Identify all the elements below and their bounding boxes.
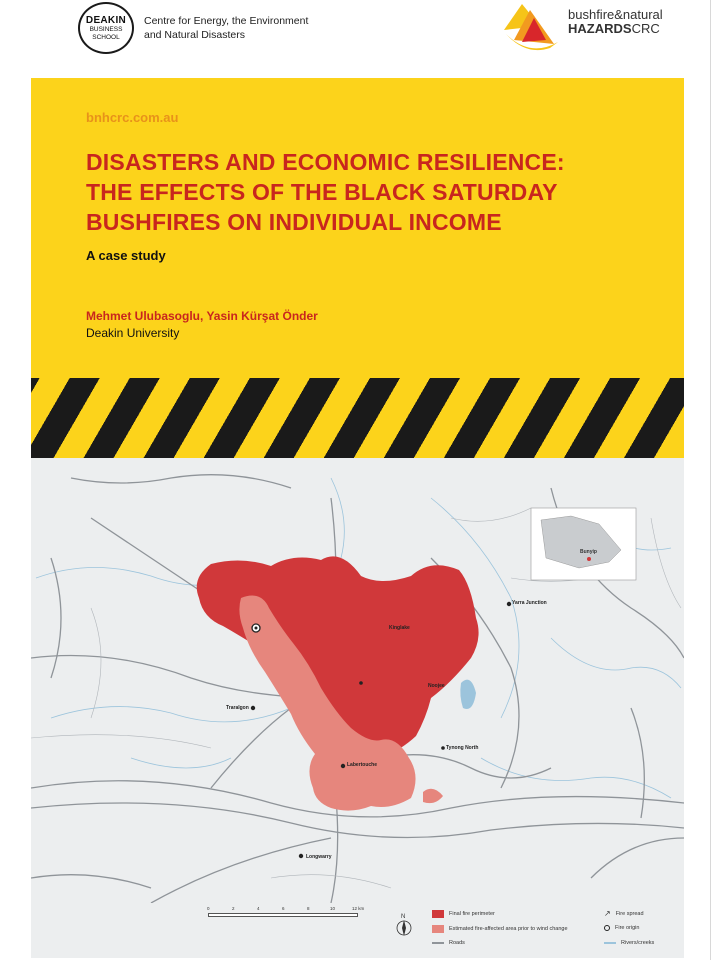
scale-bar — [208, 913, 358, 917]
affiliation: Deakin University — [86, 326, 180, 340]
legend-label-roads: Roads — [449, 940, 465, 946]
fire-origin-icon — [604, 925, 610, 931]
north-arrow-icon — [395, 912, 413, 938]
legend-roads — [432, 940, 465, 946]
place-label-tynong-north: Tynong North — [446, 745, 479, 751]
place-label-longwarry: Longwarry — [306, 854, 332, 860]
legend-swatch-estimated — [432, 925, 444, 933]
inset-map-label: Bunyip — [580, 549, 597, 555]
fire-origin-dot — [255, 627, 258, 630]
deakin-logo-sub2: SCHOOL — [92, 33, 120, 41]
hazard-stripes — [31, 378, 684, 458]
place-label-traralgon: Traralgon — [226, 705, 249, 711]
svg-text:N: N — [401, 914, 406, 920]
report-title-line1: DISASTERS AND ECONOMIC RESILIENCE: — [86, 149, 565, 175]
crc-name-line1: bushfire&natural — [568, 7, 663, 22]
legend-swatch-rivers — [604, 942, 616, 944]
legend-swatch-roads — [432, 942, 444, 944]
deakin-logo-sub1: BUSINESS — [89, 26, 123, 33]
legend-label-estimated: Estimated fire-affected area prior to wind change — [449, 926, 568, 932]
legend-fire-spread — [604, 910, 644, 918]
legend-swatch-final — [432, 910, 444, 918]
crc-name — [568, 8, 663, 36]
page-edge — [710, 0, 711, 960]
place-label-kinglake: Kinglake — [389, 625, 410, 631]
legend-estimated-area — [432, 925, 568, 933]
scale-tick-12: 12 km — [352, 906, 365, 911]
centre-name-line2: and Natural Disasters — [144, 29, 245, 41]
legend-final-perimeter — [432, 910, 495, 918]
crc-flame-logo — [500, 0, 562, 52]
legend-fire-origin — [604, 925, 639, 931]
place-label-yarra-junction: Yarra Junction — [512, 600, 547, 606]
legend-label-origin: Fire origin — [615, 925, 640, 931]
scale-tick-0: 0 — [207, 906, 210, 911]
crc-name-crc: CRC — [631, 21, 660, 36]
estimated-fire-area-spot — [423, 789, 443, 803]
report-title — [86, 147, 646, 237]
place-label-noojee: Noojee — [428, 683, 445, 689]
scale-tick-10: 10 — [330, 906, 336, 911]
legend-label-final: Final fire perimeter — [449, 911, 495, 917]
report-title-line3: BUSHFIRES ON INDIVIDUAL INCOME — [86, 209, 502, 235]
place-label-labertouche: Labertouche — [347, 762, 378, 768]
scale-tick-8: 8 — [307, 906, 310, 911]
legend-label-rivers: Rivers/creeks — [621, 940, 655, 946]
deakin-logo-text: DEAKIN — [85, 15, 127, 26]
report-title-line2: THE EFFECTS OF THE BLACK SATURDAY — [86, 179, 558, 205]
scale-tick-4: 4 — [257, 906, 260, 911]
centre-name-line1: Centre for Energy, the Environment — [144, 15, 309, 27]
scale-tick-6: 6 — [282, 906, 285, 911]
website-url: bnhcrc.com.au — [86, 110, 179, 125]
legend-label-spread: Fire spread — [615, 911, 644, 917]
authors: Mehmet Ulubasoglu, Yasin Kürşat Önder — [86, 309, 318, 323]
inset-location-marker — [587, 557, 591, 561]
fire-map — [31, 458, 684, 903]
centre-name — [144, 14, 344, 42]
report-subtitle: A case study — [86, 248, 166, 263]
scale-tick-2: 2 — [232, 906, 235, 911]
crc-name-hazards: HAZARDS — [568, 21, 632, 36]
deakin-logo — [78, 2, 134, 54]
reservoir — [460, 680, 476, 709]
legend-rivers — [604, 940, 654, 946]
fire-spread-arrow-icon: ↗ — [604, 909, 611, 918]
